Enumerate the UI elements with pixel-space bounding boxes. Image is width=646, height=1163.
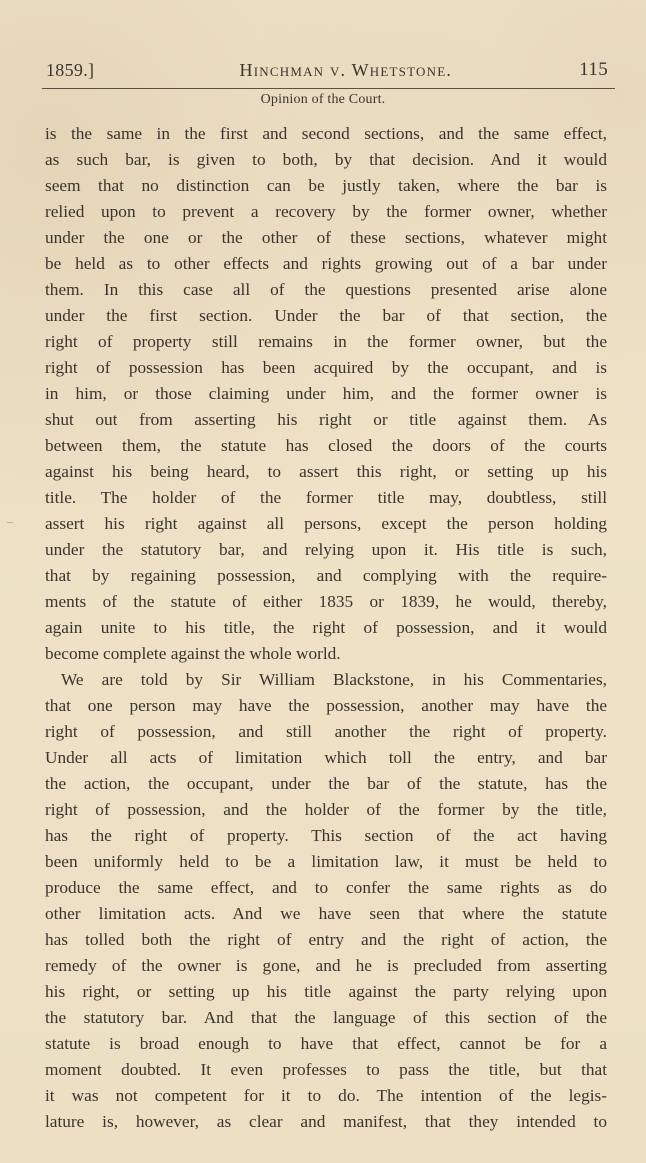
body-text	[45, 121, 607, 1135]
text-line: against his being heard, to assert this right, or setting up his	[45, 462, 607, 481]
text-line: We are told by Sir William Blackstone, in his Commentaries,	[61, 670, 607, 689]
text-line: as such bar, is given to both, by that decision. And it would	[45, 150, 607, 169]
text-line: relied upon to prevent a recovery by the former owner, whether	[45, 202, 607, 221]
text-line: right of possession, and still another the right of property.	[45, 722, 607, 741]
text-line: remedy of the owner is gone, and he is precluded from asserting	[45, 956, 607, 975]
text-line: seem that no distinction can be justly taken, where the bar is	[45, 176, 607, 195]
text-line: that by regaining possession, and complying with the require-	[45, 566, 607, 585]
text-line: be held as to other effects and rights growing out of a bar under	[45, 254, 607, 273]
text-line: Under all acts of limitation which toll the entry, and bar	[45, 748, 607, 767]
text-line: it was not competent for it to do. The intention of the legis-	[45, 1086, 607, 1105]
text-line: between them, the statute has closed the doors of the courts	[45, 436, 607, 455]
text-line: moment doubted. It even professes to pass the title, but that	[45, 1060, 607, 1079]
page-header	[46, 56, 608, 84]
text-line: under the first section. Under the bar of that section, the	[45, 306, 607, 325]
text-line: ments of the statute of either 1835 or 1839, he would, thereby,	[45, 592, 607, 611]
text-line: title. The holder of the former title may, doubtless, still	[45, 488, 607, 507]
text-line: is the same in the first and second sections, and the same effect,	[45, 124, 607, 143]
text-line: in him, or those claiming under him, and the former owner is	[45, 384, 607, 403]
text-line: produce the same effect, and to confer the same rights as do	[45, 878, 607, 897]
text-line: the statutory bar. And that the language of this section of the	[45, 1008, 607, 1027]
text-line: his right, or setting up his title against the party relying upon	[45, 982, 607, 1001]
text-line: statute is broad enough to have that effect, cannot be for a	[45, 1034, 607, 1053]
text-line: has tolled both the right of entry and the right of action, the	[45, 930, 607, 949]
text-line: shut out from asserting his right or title against them. As	[45, 410, 607, 429]
text-line: again unite to his title, the right of possession, and it would	[45, 618, 607, 637]
text-line: right of possession, and the holder of the former by the title,	[45, 800, 607, 819]
text-line: lature is, however, as clear and manifest, that they intended to	[45, 1112, 607, 1131]
text-line: right of possession has been acquired by the occupant, and is	[45, 358, 607, 377]
header-year: 1859.]	[46, 59, 95, 80]
text-line: the action, the occupant, under the bar of the statute, has the	[45, 774, 607, 793]
text-line: under the statutory bar, and relying upon it. His title is such,	[45, 540, 607, 559]
text-line: under the one or the other of these sections, whatever might	[45, 228, 607, 247]
text-line: them. In this case all of the questions presented arise alone	[45, 280, 607, 299]
text-line: assert his right against all persons, except the person holding	[45, 514, 607, 533]
text-line: become complete against the whole world.	[45, 644, 341, 663]
running-head: Hinchman v. Whetstone.	[239, 59, 453, 80]
header-rule	[42, 88, 615, 89]
text-line: has the right of property. This section of the act having	[45, 826, 607, 845]
text-line: that one person may have the possession, another may have the	[45, 696, 607, 715]
text-line: right of property still remains in the former owner, but the	[45, 332, 607, 351]
margin-mark	[7, 522, 13, 523]
text-line: been uniformly held to be a limitation law, it must be held to	[45, 852, 607, 871]
text-line: other limitation acts. And we have seen that where the statute	[45, 904, 607, 923]
opinion-subheading: Opinion of the Court.	[260, 92, 386, 107]
page-number: 115	[579, 59, 608, 80]
